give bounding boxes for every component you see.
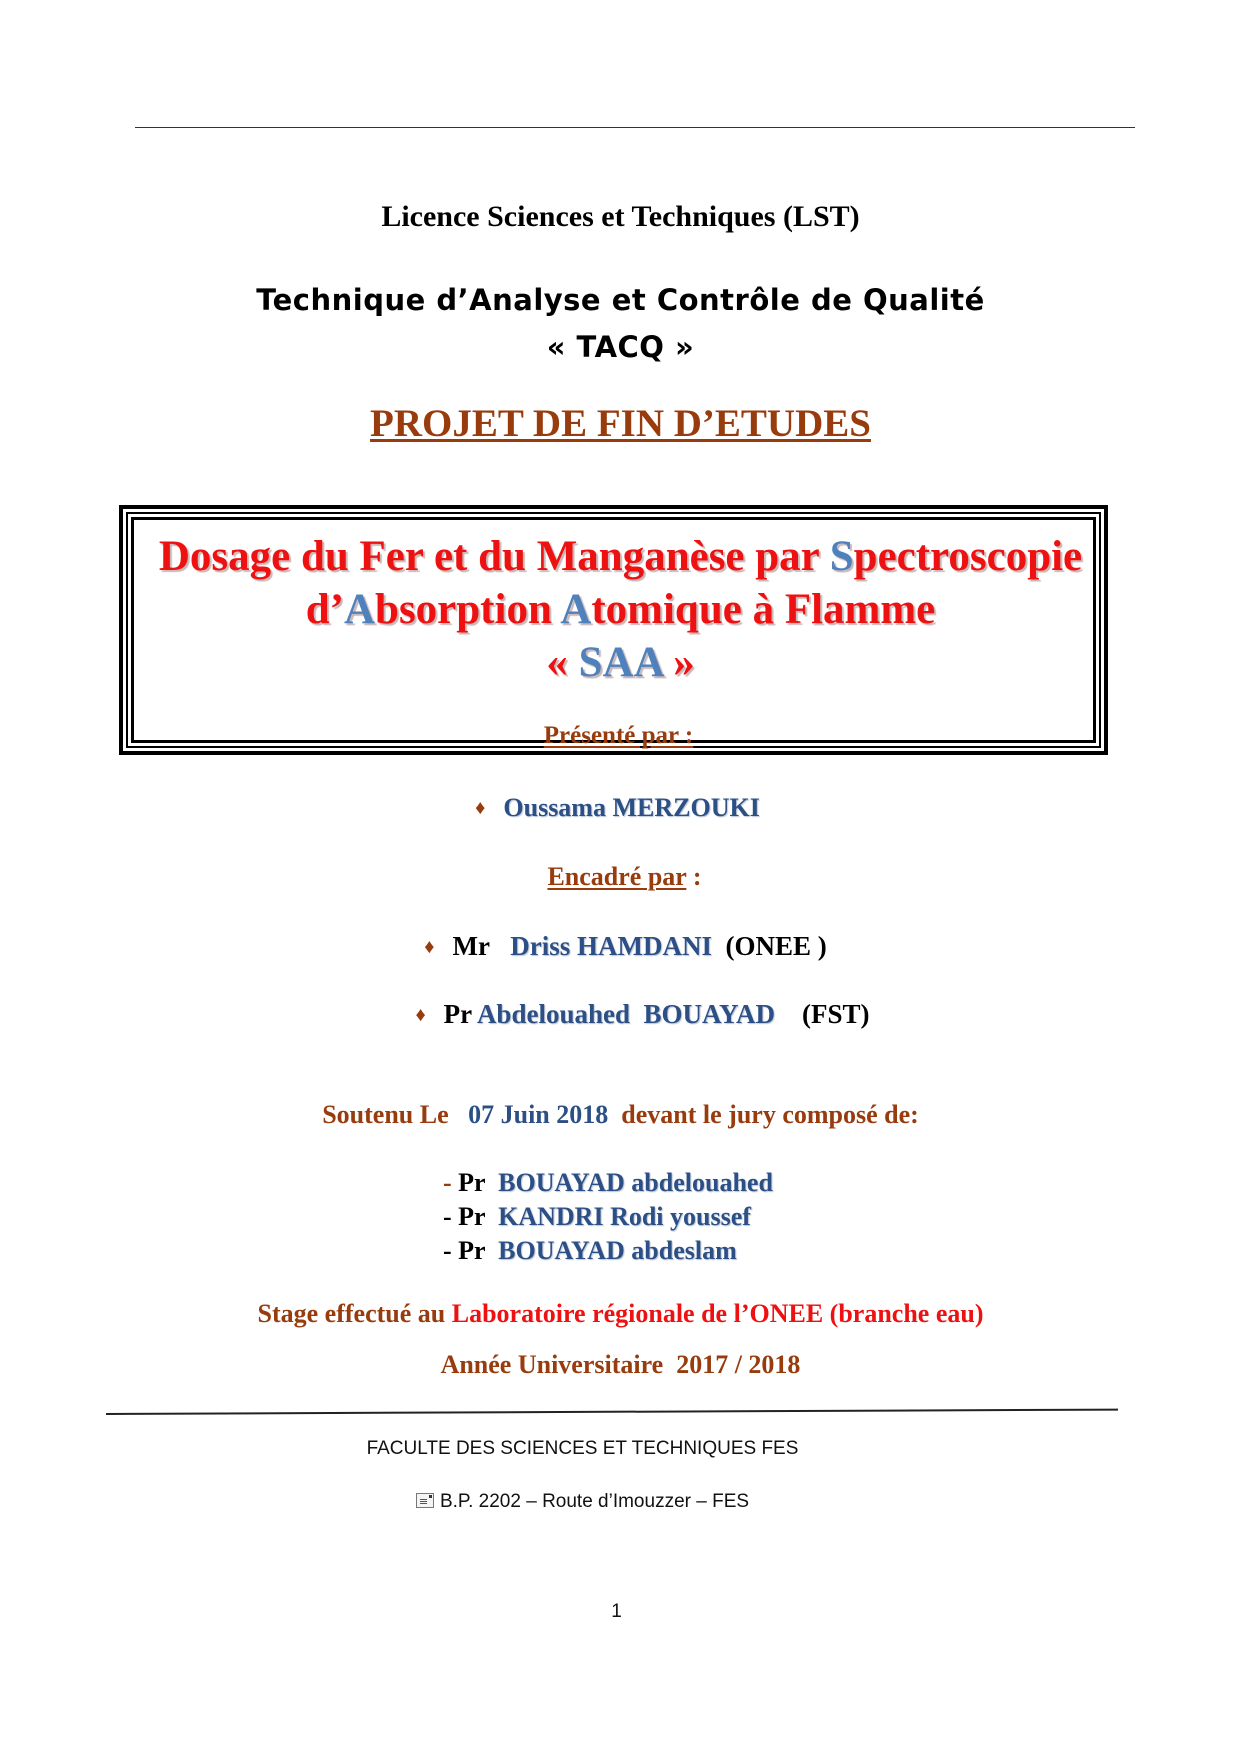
defense-date: 07 Juin 2018 (468, 1100, 609, 1129)
internship-line (0, 1299, 1241, 1329)
jury-title: Pr (458, 1236, 486, 1265)
diamond-bullet-icon: ♦ (415, 1004, 426, 1026)
institution-name: FACULTE DES SCIENCES ET TECHNIQUES FES (366, 1438, 799, 1459)
presented-by-text: Présenté par : (543, 722, 694, 749)
title-highlight-letter: A (343, 586, 376, 633)
top-rule (135, 127, 1135, 128)
student-name: Oussama MERZOUKI (503, 793, 760, 822)
presented-by-label (0, 722, 1239, 750)
dash: - (443, 1168, 452, 1197)
title-quote: » (662, 639, 695, 686)
supervised-by-label (4, 862, 1241, 892)
supervisor-row (5, 931, 1241, 962)
thesis-title-line2 (0, 585, 1241, 634)
jury-member (443, 1234, 773, 1268)
bottom-rule (106, 1409, 1118, 1415)
internship-prefix: Stage effectué au (257, 1299, 452, 1328)
title-text: tomique à Flamme (591, 586, 936, 633)
degree-heading: Licence Sciences et Techniques (LST) (381, 200, 860, 233)
supervisor-name: Driss HAMDANI (510, 931, 712, 961)
supervised-by-text: Encadré par (547, 862, 687, 891)
dash: - (443, 1236, 452, 1265)
colon: : (686, 862, 702, 891)
supervisor-name: Abdelouahed BOUAYAD (476, 999, 776, 1029)
jury-member (443, 1200, 773, 1234)
mailbox-icon (416, 1493, 434, 1508)
diamond-bullet-icon: ♦ (424, 936, 435, 958)
jury-title: Pr (458, 1168, 486, 1197)
program-title: Technique d’Analyse et Contrôle de Qualité (256, 283, 985, 317)
address-text: B.P. 2202 – Route d’Imouzzer – FES (439, 1491, 750, 1512)
supervisor-org: (ONEE ) (725, 931, 827, 961)
jury-name: BOUAYAD abdelouahed (498, 1168, 773, 1197)
thesis-title-line1 (0, 532, 1241, 581)
diamond-bullet-icon: ♦ (475, 797, 486, 819)
defense-prefix: Soutenu Le (322, 1100, 449, 1129)
jury-title: Pr (458, 1202, 486, 1231)
title-highlight-letter: A (560, 586, 592, 633)
dash: - (443, 1202, 452, 1231)
jury-name: KANDRI Rodi youssef (498, 1202, 751, 1231)
supervisor-row (22, 999, 1241, 1030)
academic-year: Année Universitaire 2017 / 2018 (440, 1350, 801, 1379)
title-text: bsorption (375, 586, 561, 633)
title-text: d’ (305, 586, 344, 633)
title-acronym: SAA (578, 639, 663, 686)
supervisor-title: Pr (443, 999, 472, 1029)
project-label (0, 401, 1241, 446)
supervisor-title: Mr (452, 931, 490, 961)
title-quote: « (546, 639, 579, 686)
jury-name: BOUAYAD abdeslam (498, 1236, 737, 1265)
thesis-title-line3 (0, 638, 1241, 687)
title-highlight-letter: S (829, 533, 854, 580)
program-acronym: « TACQ » (546, 330, 695, 364)
title-text: Dosage du Fer et du Manganèse par (158, 533, 830, 580)
defense-line (0, 1100, 1241, 1130)
student-line (0, 793, 1238, 823)
supervisor-org: (FST) (802, 999, 870, 1029)
jury-member (443, 1166, 773, 1200)
jury-list (443, 1166, 773, 1268)
internship-place: Laboratoire régionale de l’ONEE (branche eau) (451, 1299, 984, 1328)
address-line (0, 1491, 1203, 1513)
project-label-text: PROJET DE FIN D’ETUDES (370, 402, 871, 445)
title-text: pectroscopie (853, 533, 1083, 580)
page-number: 1 (611, 1601, 622, 1622)
defense-suffix: devant le jury composé de: (621, 1100, 919, 1129)
